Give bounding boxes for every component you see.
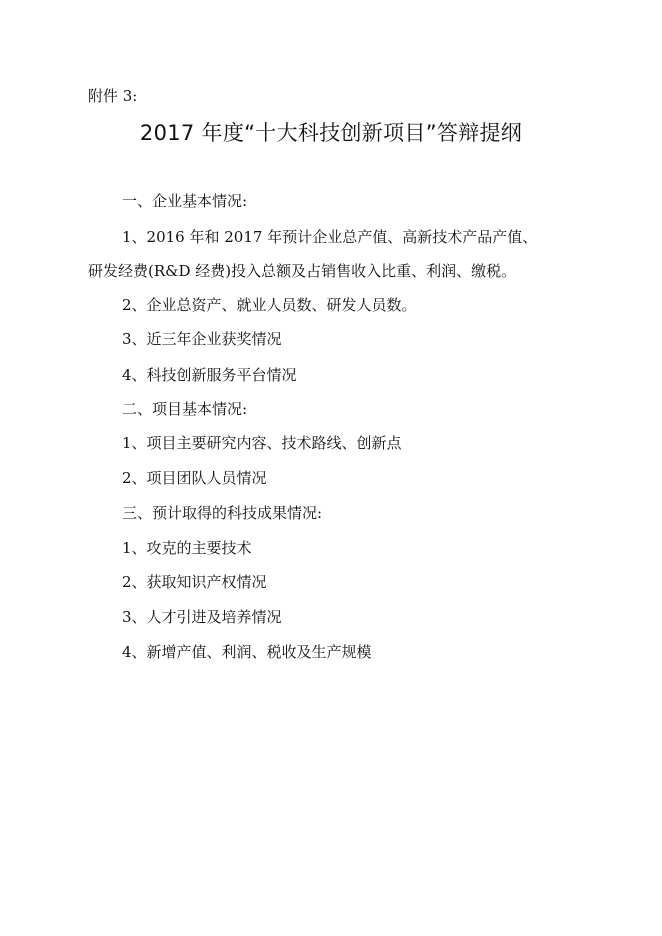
enterprise-item-1-continued: 研发经费(R&D 经费)投入总额及占销售收入比重、利润、缴税。 <box>88 262 517 280</box>
section-heading-achievements: 三、预计取得的科技成果情况: <box>122 504 323 522</box>
achievement-item-1: 1、攻克的主要技术 <box>122 539 252 557</box>
achievement-item-4: 4、新增产值、利润、税收及生产规模 <box>122 643 372 661</box>
achievement-item-2: 2、获取知识产权情况 <box>122 573 267 591</box>
section-heading-enterprise: 一、企业基本情况: <box>122 192 248 210</box>
achievement-item-3: 3、人才引进及培养情况 <box>122 608 282 626</box>
project-item-2: 2、项目团队人员情况 <box>122 469 267 487</box>
enterprise-item-2: 2、企业总资产、就业人员数、研发人员数。 <box>122 296 417 314</box>
enterprise-item-1: 1、2016 年和 2017 年预计企业总产值、高新技术产品产值、 <box>122 228 538 246</box>
document-title: 2017 年度“十大科技创新项目”答辩提纲 <box>139 121 523 145</box>
enterprise-item-3: 3、近三年企业获奖情况 <box>122 330 282 348</box>
project-item-1: 1、项目主要研究内容、技术路线、创新点 <box>122 434 402 452</box>
enterprise-item-4: 4、科技创新服务平台情况 <box>122 366 297 384</box>
section-heading-project: 二、项目基本情况: <box>122 400 248 418</box>
attachment-label: 附件 3: <box>88 87 138 105</box>
